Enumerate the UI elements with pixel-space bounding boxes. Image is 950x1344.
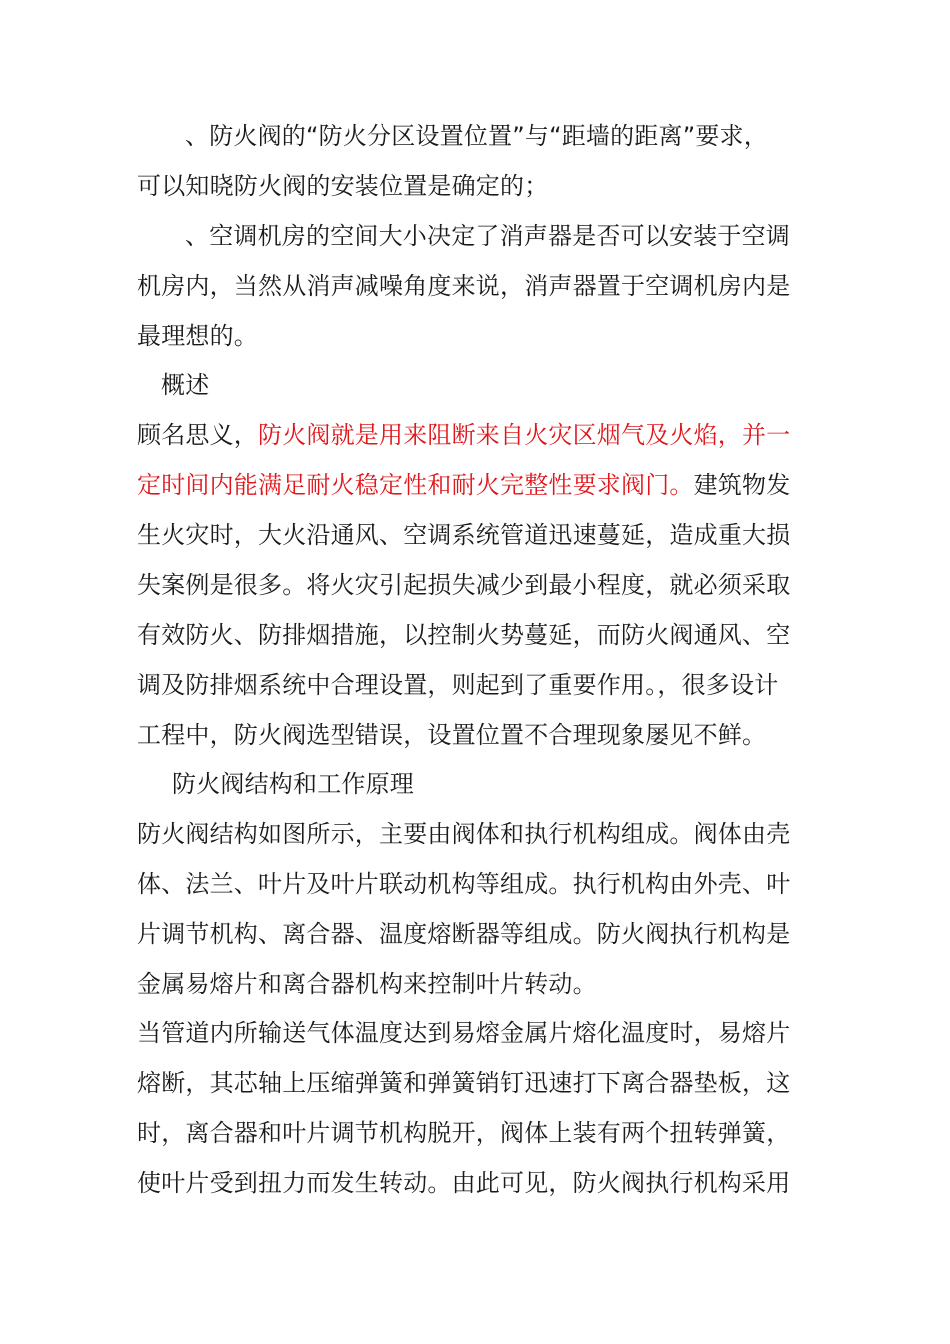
paragraph-line: 、空调机房的空间大小决定了消声器是否可以安装于空调 <box>185 222 790 250</box>
paragraph-line <box>137 420 790 450</box>
paragraph-line <box>137 470 790 500</box>
paragraph-line: 调及防排烟系统中合理设置，则起到了重要作用。，很多设计 <box>137 671 779 699</box>
paragraph-line: 时，离合器和叶片调节机构脱开，阀体上装有两个扭转弹簧， <box>137 1119 791 1147</box>
paragraph-line: 当管道内所输送气体温度达到易熔金属片熔化温度时，易熔片 <box>137 1019 791 1047</box>
paragraph-line: 防火阀结构如图所示，主要由阀体和执行机构组成。阀体由壳 <box>137 820 791 848</box>
paragraph-line: 有效防火、防排烟措施，以控制火势蔓延，而防火阀通风、空 <box>137 621 791 649</box>
paragraph-line: 生火灾时，大火沿通风、空调系统管道迅速蔓延，造成重大损 <box>137 521 791 549</box>
section-heading-overview: 概述 <box>161 371 210 399</box>
paragraph-line: 机房内，当然从消声减噪角度来说，消声器置于空调机房内是 <box>137 272 791 300</box>
paragraph-line: 片调节机构、离合器、温度熔断器等组成。防火阀执行机构是 <box>137 920 791 948</box>
paragraph-line: 熔断，其芯轴上压缩弹簧和弹簧销钉迅速打下离合器垫板，这 <box>137 1069 791 1097</box>
paragraph-line: 可以知晓防火阀的安装位置是确定的； <box>137 172 549 200</box>
paragraph-line: 工程中，防火阀选型错误，设置位置不合理现象屡见不鲜。 <box>137 721 767 749</box>
paragraph-text: 顾名思义， <box>137 421 258 449</box>
paragraph-text: 建筑物发 <box>693 471 791 499</box>
paragraph-line: 最理想的。 <box>137 322 258 350</box>
paragraph-line: 金属易熔片和离合器机构来控制叶片转动。 <box>137 970 597 998</box>
highlighted-definition: 防火阀就是用来阻断来自火灾区烟气及火焰，并一 <box>258 421 791 449</box>
paragraph-line: 使叶片受到扭力而发生转动。由此可见，防火阀执行机构采用 <box>137 1169 791 1197</box>
paragraph-line: 体、法兰、叶片及叶片联动机构等组成。执行机构由外壳、叶 <box>137 870 791 898</box>
highlighted-definition: 定时间内能满足耐火稳定性和耐火完整性要求阀门。 <box>137 471 694 499</box>
paragraph-line: 失案例是很多。将火灾引起损失减少到最小程度，就必须采取 <box>137 571 791 599</box>
section-heading-structure: 防火阀结构和工作原理 <box>172 770 414 798</box>
paragraph-line: 、防火阀的“防火分区设置位置”与“距墙的距离”要求， <box>185 122 768 150</box>
